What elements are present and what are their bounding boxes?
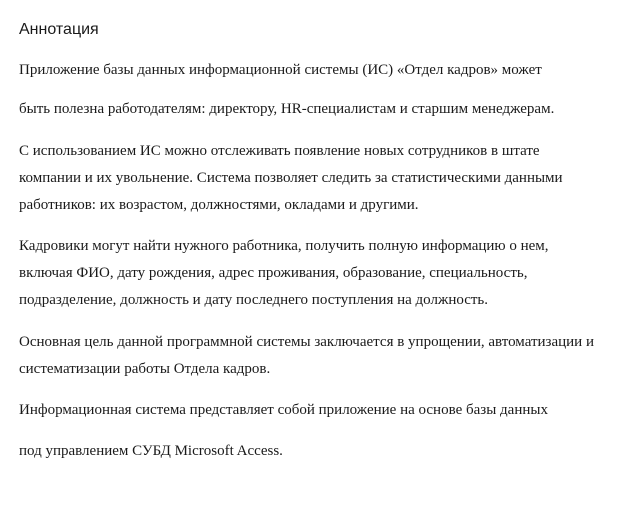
paragraph-line: быть полезна работодателям: директору, HR-специалистам и старшим менеджерам.	[19, 101, 555, 117]
paragraph-line: Кадровики могут найти нужного работника, получить полную информацию о нем,	[19, 238, 549, 254]
paragraph-line: под управлением СУБД Microsoft Access.	[19, 443, 283, 459]
paragraph-line: работников: их возрастом, должностями, окладами и другими.	[19, 197, 419, 213]
paragraph-line: включая ФИО, дату рождения, адрес проживания, образование, специальность,	[19, 265, 528, 281]
paragraph-line: Информационная система представляет собой приложение на основе базы данных	[19, 402, 548, 418]
paragraph-line: С использованием ИС можно отслеживать появление новых сотрудников в штате	[19, 143, 540, 159]
document-title: Аннотация	[19, 21, 99, 38]
paragraph-line: подразделение, должность и дату последнего поступления на должность.	[19, 292, 489, 308]
paragraph-line: компании и их увольнение. Система позволяет следить за статистическими данными	[19, 170, 563, 186]
paragraph-line: Приложение базы данных информационной системы (ИС) «Отдел кадров» может	[19, 62, 542, 78]
paragraph-line: систематизации работы Отдела кадров.	[19, 361, 271, 377]
paragraph-line: Основная цель данной программной системы заключается в упрощении, автоматизации и	[19, 334, 594, 350]
